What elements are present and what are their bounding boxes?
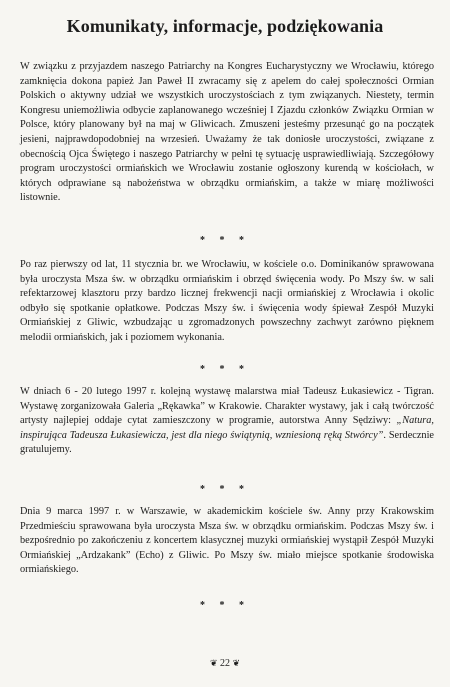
page-footer bbox=[0, 658, 450, 669]
exhibition-quote: „Natura, inspirująca Tadeusza Łukasiewicza, jest dla niego świątynią, wzniesioną ręką Stwórcy” bbox=[20, 415, 434, 441]
ornament-icon: ❦ bbox=[209, 658, 218, 669]
section-separator: * * * bbox=[200, 600, 250, 611]
paragraph-warsaw-mass: Dnia 9 marca 1997 r. w Warszawie, w akademickim kościele św. Anny przy Krakowskim Przedmieściu sprawowana była uroczysta Msza św. w obrządku ormiańskim. Podczas Mszy św. i bezpośrednio po zakończeniu z koncertem klasycznej muzyki ormiańskiej wystąpił Zespół Muzyki Ormiańskiej „Ardzakank” (Echo) z Gliwic. Po Mszy św. miało miejsce spotkanie środowiska ormiańskiego. bbox=[20, 506, 434, 576]
ornament-icon: ❦ bbox=[232, 658, 241, 669]
exhibition-tail: . Serdecznie gratulujemy. bbox=[20, 429, 434, 456]
paragraph-wroclaw-mass: Po raz pierwszy od lat, 11 stycznia br. we Wrocławiu, w kościele o.o. Dominikanów sprawowana była uroczysta Msza św. w obrządku ormiańskim i obrzęd święcenia wody. Po Mszy św. w sali refektarzowej klasztoru przy bardzo licznej frekwencji nacji ormiańskiej z Wrocławia i okolic odbyło się spotkanie opłatkowe. Podczas Mszy św. i święcenia wody śpiewał Zespół Muzyki Ormiańskiej z Gliwic, wzbudzając u zgromadzonych powszechny zachwyt zarówno pięknem melodii ormiańskich, jak i poziomem wykonania. bbox=[20, 259, 434, 343]
exhibition-text: W dniach 6 - 20 lutego 1997 r. kolejną wystawę malarstwa miał Tadeusz Łukasiewicz - Tigran. Wystawę zorganizowała Galeria „Rękawka” w Krakowie. Charakter wystawy, jak i całą twórczość artysty najlepiej oddaje cytat zamieszczony w programie, autorstwa Anny Sędziwy: bbox=[20, 386, 434, 427]
paragraph-patriarch-visit: W związku z przyjazdem naszego Patriarchy na Kongres Eucharystyczny we Wrocławiu, którego zamknięcia dokona papież Jan Paweł II zwracamy się z apelem do całej społeczności Ormian Polskich o aktywny udział we wszystkich uroczystościach z tym związanych. Niestety, termin Kongresu uniemożliwia odbycie zaplanowanego wcześniej I Zjazdu członków Związku Ormian w Polsce, który planowany był na maj w Gliwicach. Zmuszeni jesteśmy przesunąć go na początek jesieni, najprawdopodobniej na wrzesień. Uważamy że tak doniosłe uroczystości, związane z obecnością Ojca Świętego i naszego Patriarchy w pełni tę sytuację usprawiedliwiają. Szczegółowy program uroczystości ormiańskich we Wrocławiu zostanie ogłoszony kurendą w kościołach, w których odprawiane są nabożeństwa w obrządku ormiańskim, a także w miarę możliwości listownie. bbox=[20, 61, 434, 204]
page-title: Komunikaty, informacje, podziękowania bbox=[66, 16, 384, 36]
section-separator: * * * bbox=[200, 235, 250, 246]
section-separator: * * * bbox=[200, 484, 250, 495]
paragraph-exhibition bbox=[20, 385, 434, 458]
page-number: 22 bbox=[220, 658, 230, 669]
section-separator: * * * bbox=[200, 364, 250, 375]
